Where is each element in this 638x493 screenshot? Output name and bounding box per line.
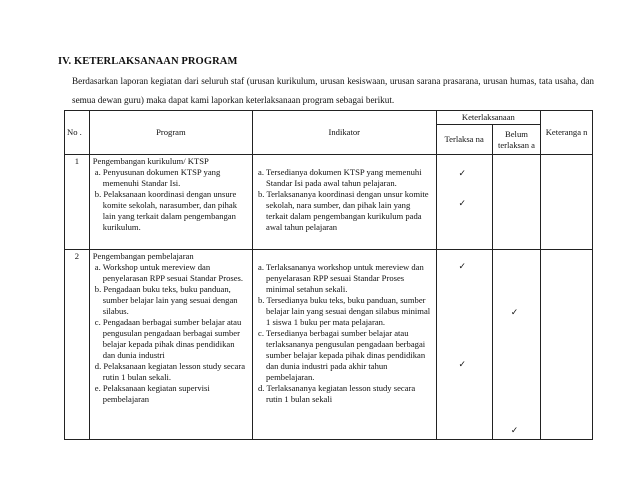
header-program: Program [89,111,252,155]
list-item: a. Terlaksananya workshop untuk mereview dan penyelarasan RPP sesuai Standar Proses minimal setahun sekali. [258,262,424,294]
program-title: Pengembangan kurikulum/ KTSP [92,156,209,166]
header-keterangan: Keteranga n [541,111,593,155]
list-item: c. Pengadaan berbagai sumber belajar atau pengusulan pengadaan berbagai sumber belajar kepada pihak dinas pendidikan dan dunia industri [94,317,242,360]
list-item: d. Pelaksanaan kegiatan lesson study secara rutin 1 bulan sekali. [94,361,246,382]
terlaksana-cell [436,250,492,440]
list-item: a. Tersedianya dokumen KTSP yang memenuhi Standar Isi pada awal tahun pelajaran. [258,167,422,188]
check-icon: ✓ [458,169,467,179]
header-keterlaksanaan: Keterlaksanaan [436,111,541,125]
table-row [65,250,593,440]
check-icon: ✓ [458,360,467,370]
program-table [64,110,593,440]
section-heading: IV. KETERLAKSANAAN PROGRAM [58,56,238,67]
check-icon: ✓ [458,199,467,209]
header-terlaksana: Terlaksa na [436,125,492,155]
program-title: Pengembangan pembelajaran [92,251,194,261]
indikator-cell [253,155,437,250]
table-header-row-1 [65,111,593,125]
list-item: a. Workshop untuk mereview dan penyelarasan RPP sesuai Standar Proses. [94,262,244,283]
list-item: c. Tersedianya berbagai sumber belajar atau terlaksananya pengusulan pengadaan berbagai sumber belajar kepada pihak dinas pendidikan dan dunia industri pada akhir tahun pembelajaran. [258,328,426,382]
terlaksana-cell [436,155,492,250]
indikator-cell [253,250,437,440]
indikator-list [256,167,433,233]
row-number: 2 [65,250,90,440]
program-list [93,262,249,405]
row-number: 1 [65,155,90,250]
belum-cell [492,250,540,440]
list-item: b. Pengadaan buku teks, buku panduan, sumber belajar lain yang sesuai dengan silabus. [94,284,238,316]
check-icon: ✓ [510,308,519,318]
program-cell [89,155,252,250]
header-no: No . [65,111,90,155]
list-item: b. Terlaksananya koordinasi dengan unsur komite sekolah, nara sumber, dan pihak lain yang terkait dalam pengembangan kurikulum pada awal tahun pelajaran [258,189,429,232]
list-item: e. Pelaksanaan kegiatan supervisi pembelajaran [94,383,210,404]
program-cell [89,250,252,440]
table-row [65,155,593,250]
list-item: a. Penyusunan dokumen KTSP yang memenuhi Standar Isi. [94,167,221,188]
list-item: b. Tersedianya buku teks, buku panduan, sumber belajar lain yang sesuai dengan silabus minimal 1 siswa 1 buku per mata pelajaran. [258,295,431,327]
header-indikator: Indikator [253,111,437,155]
header-belum: Belum terlaksan a [492,125,540,155]
keterangan-cell [541,155,593,250]
belum-cell [492,155,540,250]
program-list [93,167,249,233]
keterangan-cell [541,250,593,440]
intro-paragraph: Berdasarkan laporan kegiatan dari seluruh staf (urusan kurikulum, urusan kesiswaan, urusan sarana prasarana, urusan humas, tata usaha, dan semua dewan guru) maka dapat kami laporkan keterlaksanaan program sebagai berikut. [72,76,594,105]
list-item: d. Terlaksananya kegiatan lesson study secara rutin 1 bulan sekali [258,383,416,404]
indikator-list [256,262,433,405]
list-item: b. Pelaksanaan koordinasi dengan unsure komite sekolah, narasumber, dan pihak lain yang terkait dalam pengembangan kurikulum. [94,189,238,232]
check-icon: ✓ [458,262,467,272]
check-icon: ✓ [510,426,519,436]
